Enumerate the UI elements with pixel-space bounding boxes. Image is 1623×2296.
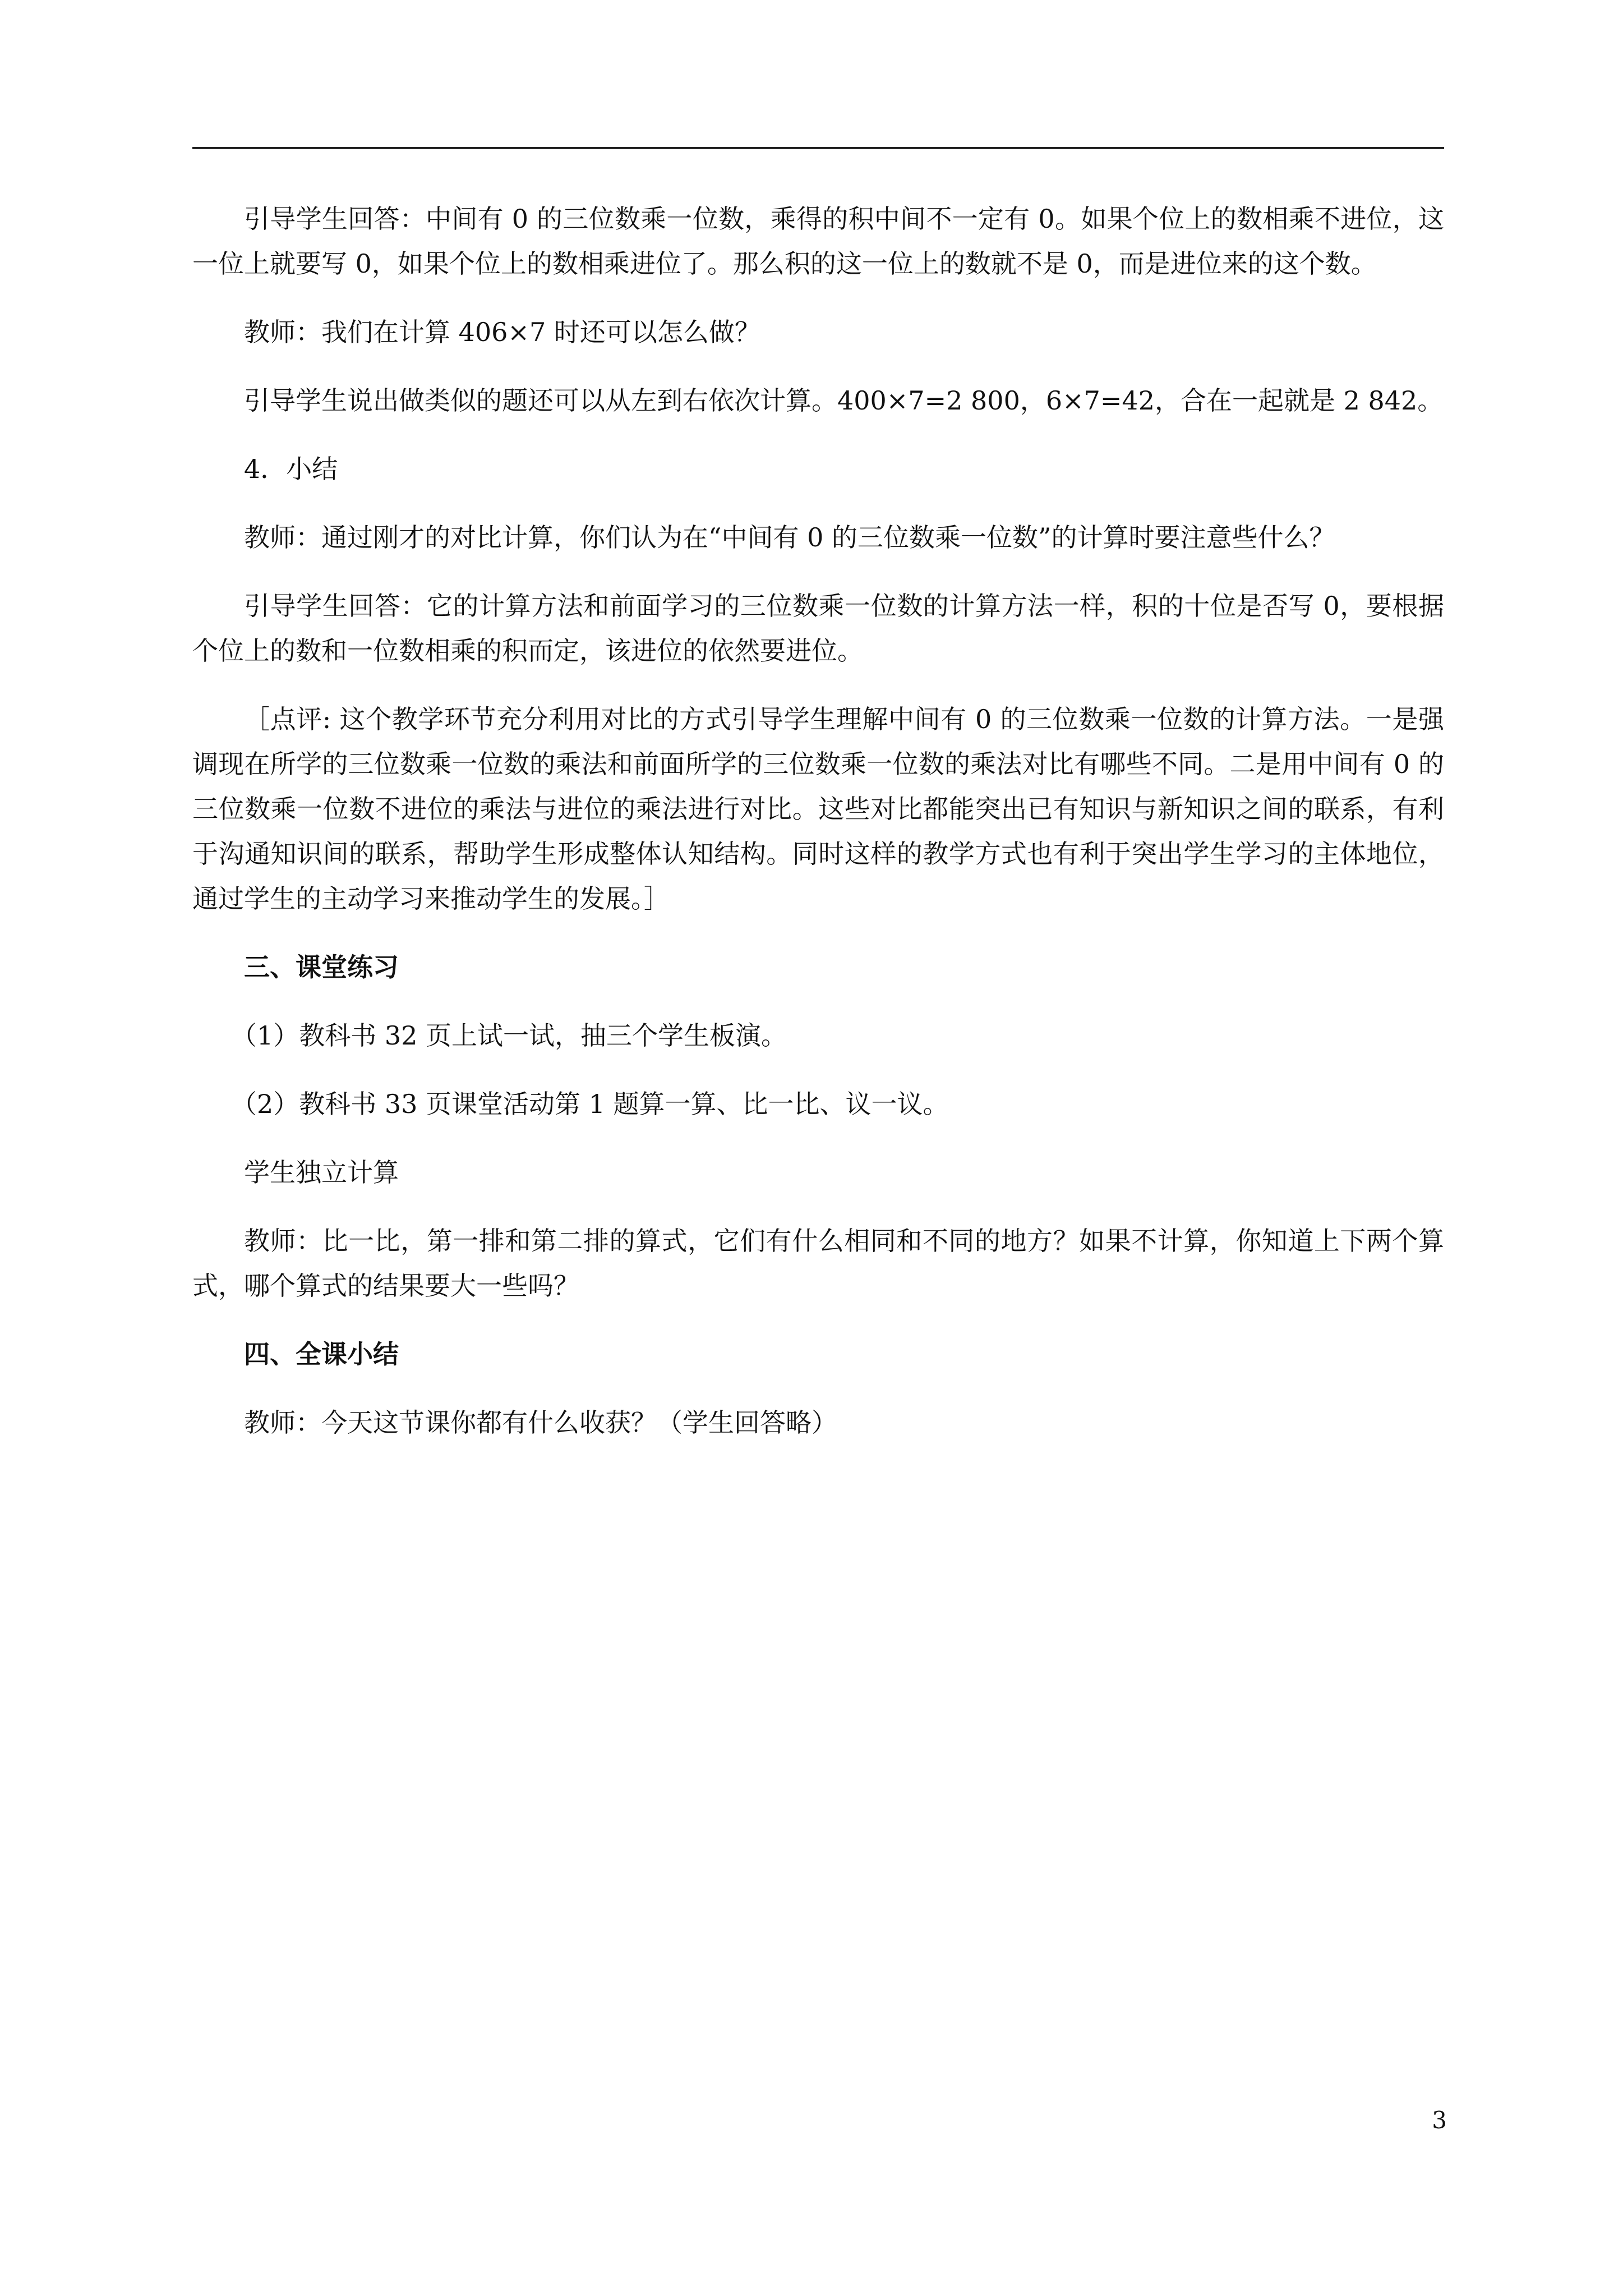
subheading-summary: 4．小结 xyxy=(244,454,338,484)
section-heading-lesson-summary: 四、全课小结 xyxy=(244,1339,399,1369)
section-heading-classroom-practice: 三、课堂练习 xyxy=(244,952,399,982)
paragraph-independent-calculation: 学生独立计算 xyxy=(244,1157,399,1188)
paragraph-commentary: ［点评: 这个教学环节充分利用对比的方式引导学生理解中间有 0 的三位数乘一位数的计算方法。一是强调现在所学的三位数乘一位数的乘法和前面所学的三位数乘一位数的乘法对比有哪些不同。二是用中间有 0 的三位数乘一位数不进位的乘法与进位的乘法进行对比。这些对比都能突出已有知识与新知识之间的联系，有利于沟通知识间的联系，帮助学生形成整体认知结构。同时这样的教学方式也有利于突出学生学习的主体地位，通过学生的主动学习来推动学生的发展。］ xyxy=(192,704,1444,914)
paragraph-left-to-right-method: 引导学生说出做类似的题还可以从左到右依次计算。400×7=2 800，6×7=42，合在一起就是 2 842。 xyxy=(244,385,1444,416)
paragraph-student-summary-answer: 引导学生回答：它的计算方法和前面学习的三位数乘一位数的计算方法一样，积的十位是否写 0，要根据个位上的数和一位数相乘的积而定，该进位的依然要进位。 xyxy=(192,591,1444,666)
practice-item-1: （1）教科书 32 页上试一试，抽三个学生板演。 xyxy=(231,1020,787,1051)
document-body xyxy=(192,196,1444,1469)
header-rule xyxy=(192,147,1444,149)
paragraph-teacher-question-406x7: 教师：我们在计算 406×7 时还可以怎么做？ xyxy=(244,317,760,347)
paragraph-teacher-summary-question: 教师：通过刚才的对比计算，你们认为在“中间有 0 的三位数乘一位数”的计算时要注意些什么？ xyxy=(244,522,1335,553)
paragraph-final-question: 教师：今天这节课你都有什么收获？（学生回答略） xyxy=(244,1407,837,1438)
paragraph-compare-question: 教师：比一比，第一排和第二排的算式，它们有什么相同和不同的地方？如果不计算，你知道上下两个算式，哪个算式的结果要大一些吗？ xyxy=(192,1226,1444,1301)
practice-item-2: （2）教科书 33 页课堂活动第 1 题算一算、比一比、议一议。 xyxy=(231,1089,949,1119)
paragraph-answer-zero-product: 引导学生回答：中间有 0 的三位数乘一位数，乘得的积中间不一定有 0。如果个位上的数相乘不进位，这一位上就要写 0，如果个位上的数相乘进位了。那么积的这一位上的数就不是 0，而是进位来的这个数。 xyxy=(192,204,1444,279)
page-number: 3 xyxy=(1432,2106,1447,2134)
